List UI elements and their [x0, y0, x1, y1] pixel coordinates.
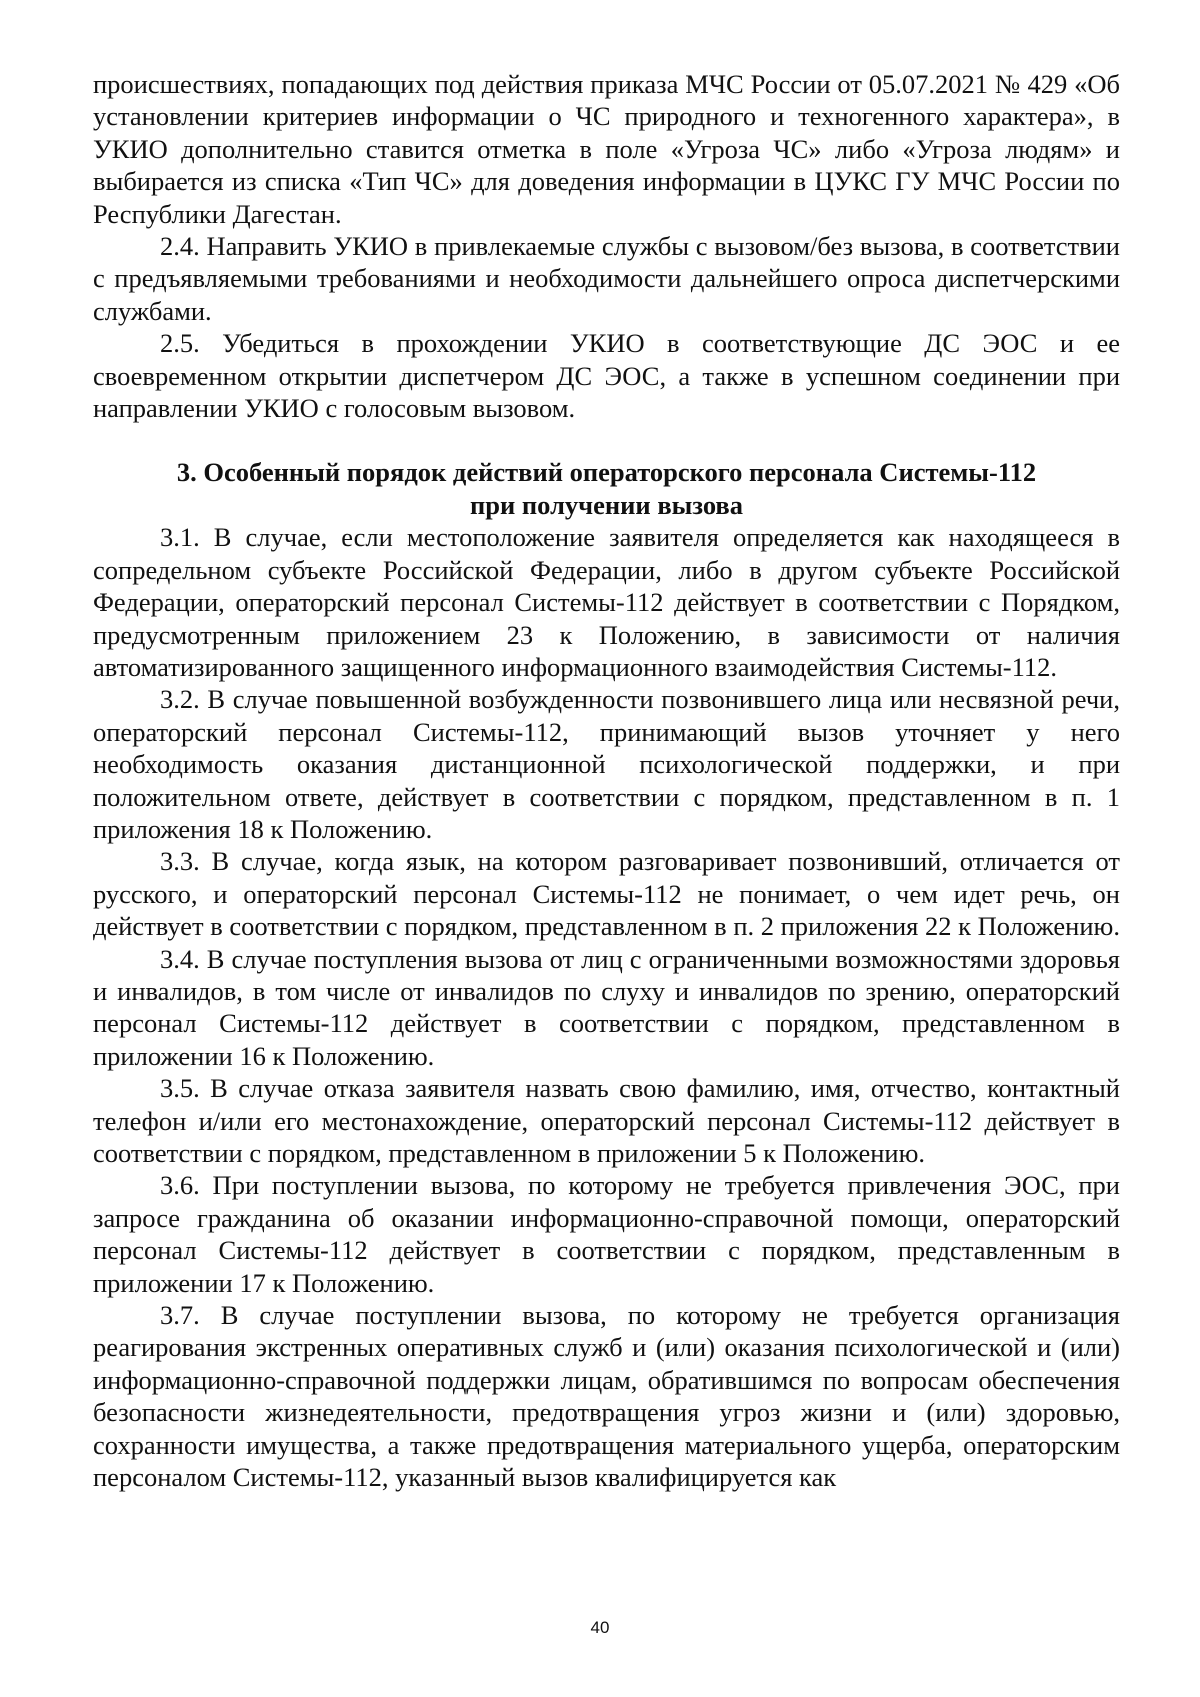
- section-3-heading-line-1: 3. Особенный порядок действий операторского персонала Системы-112: [176, 457, 1037, 488]
- paragraph-2-5: 2.5. Убедиться в прохождении УКИО в соответствующие ДС ЭОС и ее своевременном открытии диспетчером ДС ЭОС, а также в успешном соединении при направлении УКИО с голосовым вызовом.: [93, 328, 1120, 424]
- paragraph-2-4: 2.4. Направить УКИО в привлекаемые службы с вызовом/без вызова, в соответствии с предъявляемыми требованиями и необходимости дальнейшего опроса диспетчерскими службами.: [93, 231, 1120, 326]
- paragraph-3-5: 3.5. В случае отказа заявителя назвать свою фамилию, имя, отчество, контактный телефон и/или его местонахождение, операторский персонал Системы-112 действует в соответствии с порядком, представленном в приложении 5 к Положению.: [93, 1073, 1120, 1168]
- paragraph-continuation: происшествиях, попадающих под действия приказа МЧС России от 05.07.2021 № 429 «Об установлении критериев информации о ЧС природного и техногенного характера», в УКИО дополнительно ставится отметка в поле «Угроза ЧС» либо «Угроза людям» и выбирается из списка «Тип ЧС» для доведения информации в ЦУКС ГУ МЧС России по Республики Дагестан.: [93, 69, 1120, 229]
- section-3-heading: [93, 456, 1120, 521]
- paragraph-3-1: 3.1. В случае, если местоположение заявителя определяется как находящееся в сопредельном субъекте Российской Федерации, либо в другом субъекте Российской Федерации, операторский персонал Системы-112 действует в соответствии с Порядком, предусмотренным приложением 23 к Положению, в зависимости от наличия автоматизированного защищенного информационного взаимодействия Системы-112.: [93, 522, 1120, 682]
- paragraph-3-6: 3.6. При поступлении вызова, по которому не требуется привлечения ЭОС, при запросе гражданина об оказании информационно-справочной помощи, операторский персонал Системы-112 действует в соответствии с порядком, представленным в приложении 17 к Положению.: [93, 1170, 1120, 1298]
- page-number: 40: [590, 1618, 610, 1637]
- paragraph-3-7: 3.7. В случае поступлении вызова, по которому не требуется организация реагирования экстренных оперативных служб и (или) оказания психологической и (или) информационно-справочной поддержки лицам, обратившимся по вопросам обеспечения безопасности жизнедеятельности, предотвращения угроз жизни и (или) здоровью, сохранности имущества, а также предотвращения материального ущерба, операторским персоналом Системы-112, указанный вызов квалифицируется как: [93, 1300, 1120, 1493]
- section-3-heading-line-2: при получении вызова: [470, 489, 743, 520]
- paragraph-3-2: 3.2. В случае повышенной возбужденности позвонившего лица или несвязной речи, операторский персонал Системы-112, принимающий вызов уточняет у него необходимость оказания дистанционной психологической поддержки, и при положительном ответе, действует в соответствии с порядком, представленном в п. 1 приложения 18 к Положению.: [93, 684, 1120, 844]
- paragraph-3-3: 3.3. В случае, когда язык, на котором разговаривает позвонивший, отличается от русского, и операторский персонал Системы-112 не понимает, о чем идет речь, он действует в соответствии с порядком, представленном в п. 2 приложения 22 к Положению.: [93, 846, 1120, 942]
- paragraph-3-4: 3.4. В случае поступления вызова от лиц с ограниченными возможностями здоровья и инвалидов, в том числе от инвалидов по слуху и инвалидов по зрению, операторский персонал Системы-112 действует в соответствии с порядком, представленном в приложении 16 к Положению.: [93, 943, 1120, 1071]
- document-page: [93, 68, 1120, 1493]
